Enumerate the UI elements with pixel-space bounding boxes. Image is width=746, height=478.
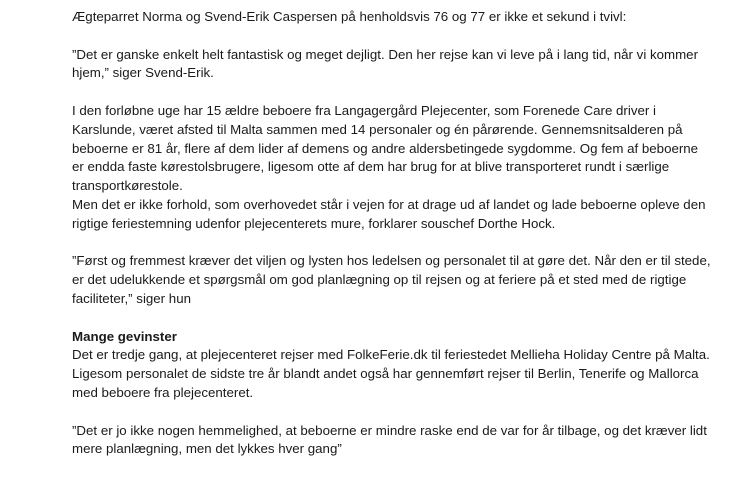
document-page bbox=[72, 8, 712, 478]
section-heading: Mange gevinster bbox=[72, 328, 177, 344]
paragraph-third-time: Det er tredje gang, at plejecenteret rejser med FolkeFerie.dk til feriestedet Mellieha Holiday Centre på Malta. Ligesom personalet de sidste tre år blandt andet også har gennemført rejser til Berlin, Tenerife og Mallorca med beboere fra plejecenteret. bbox=[72, 347, 710, 400]
paragraph-quote-cutoff: ”Det er jo ikke nogen hemmelighed, at beboerne er mindre raske end de var for år tilbage, og det kræver lidt mere planlægning, men det lykkes hver gang” bbox=[72, 422, 707, 457]
paragraph-quote-dorthe: ”Først og fremmest kræver det viljen og lysten hos ledelsen og personalet til at gøre det. Når den er til stede, er det udelukkende et spørgsmål om god planlægning op til rejsen og at feriere på et sted med de rigtige faciliteter,” siger hun bbox=[72, 253, 711, 306]
paragraph-intro: Ægteparret Norma og Svend-Erik Caspersen på henholdsvis 76 og 77 er ikke et sekund i tvivl: bbox=[72, 9, 627, 24]
paragraph-trip-details: I den forløbne uge har 15 ældre beboere fra Langagergård Plejecenter, som Forenede Care driver i Karslunde, været afsted til Malta sammen med 14 personaler og én pårørende. Gennemsnitsalderen på beboerne er 81 år, flere af dem lider af demens og andre aldersbetingede sygdomme. Og fem af beboerne er endda faste kørestolsbrugere, ligesom otte af dem har brug for at blive transporteret rundt i særlige transportkørestole. bbox=[72, 102, 699, 194]
paragraph-souschef: Men det er ikke forhold, som overhovedet står i vejen for at drage ud af landet og lade beboerne opleve den rigtige feriestemning udenfor plejecenterets mure, forklarer souschef Dorthe Hock. bbox=[72, 196, 706, 231]
paragraph-quote-svend-erik: ”Det er ganske enkelt helt fantastisk og meget dejligt. Den her rejse kan vi leve på i lang tid, når vi kommer hjem,” siger Svend-Erik. bbox=[72, 46, 698, 81]
